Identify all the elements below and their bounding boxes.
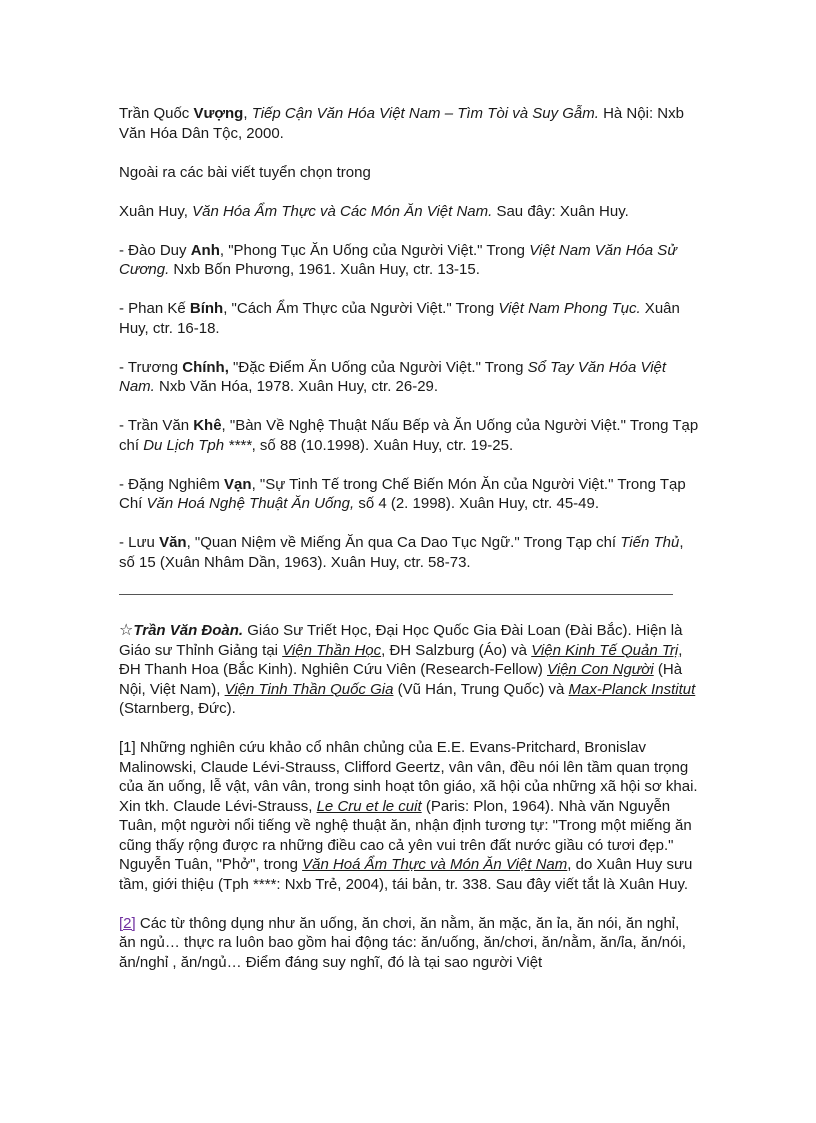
ref-title: Du Lịch Tph **** — [143, 436, 252, 454]
ref-text: số 4 (2. 1998). Xuân Huy, ctr. 45-49. — [354, 495, 600, 512]
ref-title: Việt Nam Phong Tục. — [498, 300, 641, 317]
reference-entry — [119, 241, 699, 280]
ref-title: Văn Hoá Nghệ Thuật Ăn Uống, — [146, 495, 355, 512]
institution-link[interactable]: Max-Planck Institut — [568, 680, 696, 698]
bio-text: , ĐH Thanh Hoa (Bắc Kinh). Nghiên Cứu Viên (Research-Fellow) — [119, 641, 683, 678]
ref-author-bold: Chính, — [182, 358, 229, 376]
ref-text: , số 15 (Xuân Nhâm Dần, 1963). Xuân Huy, ctr. 58-73. — [119, 534, 684, 571]
ref-title: Việt Nam Văn Hóa Sử Cương. — [119, 241, 677, 278]
author-bio — [119, 621, 699, 719]
ref-title: Tiếp Cận Văn Hóa Việt Nam – Tìm Tòi và Suy Gẫm. — [251, 105, 599, 122]
reference-intro — [119, 163, 699, 183]
footnote-1 — [119, 738, 699, 894]
ref-text: Hà Nội: Nxb Văn Hóa Dân Tộc, 2000. — [119, 105, 684, 142]
institution-link[interactable]: Viện Thần Học — [282, 641, 382, 659]
ref-text: "Đặc Điểm Ăn Uống của Người Việt." Trong — [228, 358, 528, 376]
ref-text: - Đặng Nghiêm — [119, 475, 225, 493]
ref-text: , số 88 (10.1998). Xuân Huy, ctr. 19-25. — [251, 436, 514, 454]
reference-entry — [119, 533, 699, 572]
ref-text: , "Cách Ẩm Thực của Người Việt." Trong — [223, 300, 499, 317]
bio-text: (Vũ Hán, Trung Quốc) và — [393, 680, 569, 698]
bio-text: (Hà Nội, Việt Nam), — [119, 661, 683, 698]
ref-title: Văn Hóa Ẩm Thực và Các Món Ăn Việt Nam. — [192, 202, 493, 220]
footnote-link[interactable]: [2] — [119, 914, 136, 932]
institution-link[interactable]: Viện Kinh Tế Quản Trị — [531, 641, 679, 659]
ref-text: , "Quan Niệm về Miếng Ăn qua Ca Dao Tục Ngữ." Trong Tạp chí — [186, 534, 621, 551]
ref-author-bold: Khê — [193, 417, 222, 434]
reference-entry — [119, 416, 699, 455]
reference-entry — [119, 202, 699, 222]
ref-text: Nxb Bốn Phương, 1961. Xuân Huy, ctr. 13-15. — [169, 261, 480, 278]
ref-text: - Lưu — [119, 534, 160, 551]
bio-text: (Starnberg, Đức). — [119, 700, 236, 717]
ref-author-bold: Vạn — [224, 475, 252, 493]
bio-text: , ĐH Salzburg (Áo) và — [381, 641, 532, 659]
ref-author-bold: Bính — [189, 300, 224, 317]
institution-link[interactable]: Viện Con Người — [547, 661, 654, 678]
bio-text: Giáo Sư Triết Học, Đại Học Quốc Gia Đài Loan (Đài Bắc). Hiện là Giáo sư Thỉnh Giảng tại — [119, 622, 683, 659]
ref-title: Sổ Tay Văn Hóa Việt Nam. — [119, 358, 667, 395]
ref-text: Xuân Huy, ctr. 16-18. — [119, 300, 680, 337]
footnote-separator — [119, 594, 673, 595]
document-body — [119, 104, 699, 992]
footnote-text: [1] Những nghiên cứu khảo cổ nhân chủng của E.E. Evans-Pritchard, Bronislav Malinowski, Claude Lévi-Strauss, Clifford Geertz, vân vân, đều nói lên tầm quan trọng của ăn uống, lễ vật, vân vân, trong sinh hoạt tôn giáo, xã hội của những xã hội sơ khai. Xin tkh. Claude Lévi-Strauss, — [119, 739, 698, 815]
footnote-title: Văn Hoá Ẩm Thực và Món Ăn Việt Nam — [302, 856, 568, 873]
ref-text: - Trần Văn — [119, 417, 194, 434]
ref-text: Ngoài ra các bài viết tuyển chọn trong — [119, 163, 371, 181]
ref-text: - Trương — [119, 358, 183, 376]
ref-text: , — [243, 105, 252, 122]
reference-entry — [119, 475, 699, 514]
ref-text: Trần Quốc — [119, 105, 194, 122]
ref-text: , "Bàn Về Nghệ Thuật Nấu Bếp và Ăn Uống của Người Việt." Trong Tạp chí — [119, 417, 699, 454]
ref-text: - Phan Kế — [119, 300, 190, 317]
reference-entry — [119, 104, 699, 143]
footnote-text: (Paris: Plon, 1964). Nhà văn Nguyễn Tuân, một người nổi tiếng về nghệ thuật ăn, nhận định tương tự: "Trong một miếng ăn cũng thấy rộng được ra những điều cao cả yên vui trên đất nước giầu có tươi đẹp." Nguyễn Tuân, "Phở", trong — [119, 797, 692, 873]
reference-entry — [119, 358, 699, 397]
star-icon: ☆ — [119, 622, 134, 639]
ref-title: Tiến Thủ — [620, 534, 680, 551]
ref-author-bold: Anh — [190, 241, 220, 259]
ref-text: , "Phong Tục Ăn Uống của Người Việt." Trong — [219, 241, 530, 259]
footnote-2 — [119, 914, 699, 973]
footnote-text: Các từ thông dụng như ăn uống, ăn chơi, ăn nằm, ăn mặc, ăn ỉa, ăn nói, ăn nghỉ, ăn ngủ… thực ra luôn bao gồm hai động tác: ăn/uống, ăn/chơi, ăn/nằm, ăn/ỉa, ăn/nói, ăn/nghỉ , ăn/ngủ… Điểm đáng suy nghĩ, đó là tại sao người Việt — [119, 914, 686, 971]
ref-text: Xuân Huy, — [119, 202, 193, 220]
ref-author-bold: Vượng — [193, 105, 244, 122]
ref-author-bold: Văn — [159, 534, 187, 551]
institution-link[interactable]: Viện Tinh Thần Quốc Gia — [224, 680, 394, 698]
footnote-title: Le Cru et le cuit — [316, 797, 422, 815]
ref-text: - Đào Duy — [119, 241, 191, 259]
footnote-text: , do Xuân Huy sưu tầm, giới thiệu (Tph ****: Nxb Trẻ, 2004), tái bản, tr. 338. Sau đây viết tắt là Xuân Huy. — [119, 856, 693, 893]
ref-text: , "Sự Tinh Tế trong Chế Biến Món Ăn của Người Việt." Trong Tạp Chí — [119, 475, 686, 512]
reference-entry — [119, 299, 699, 338]
author-name: Trần Văn Đoàn. — [133, 622, 244, 639]
ref-text: Sau đây: Xuân Huy. — [492, 202, 629, 220]
ref-text: Nxb Văn Hóa, 1978. Xuân Huy, ctr. 26-29. — [154, 378, 439, 395]
